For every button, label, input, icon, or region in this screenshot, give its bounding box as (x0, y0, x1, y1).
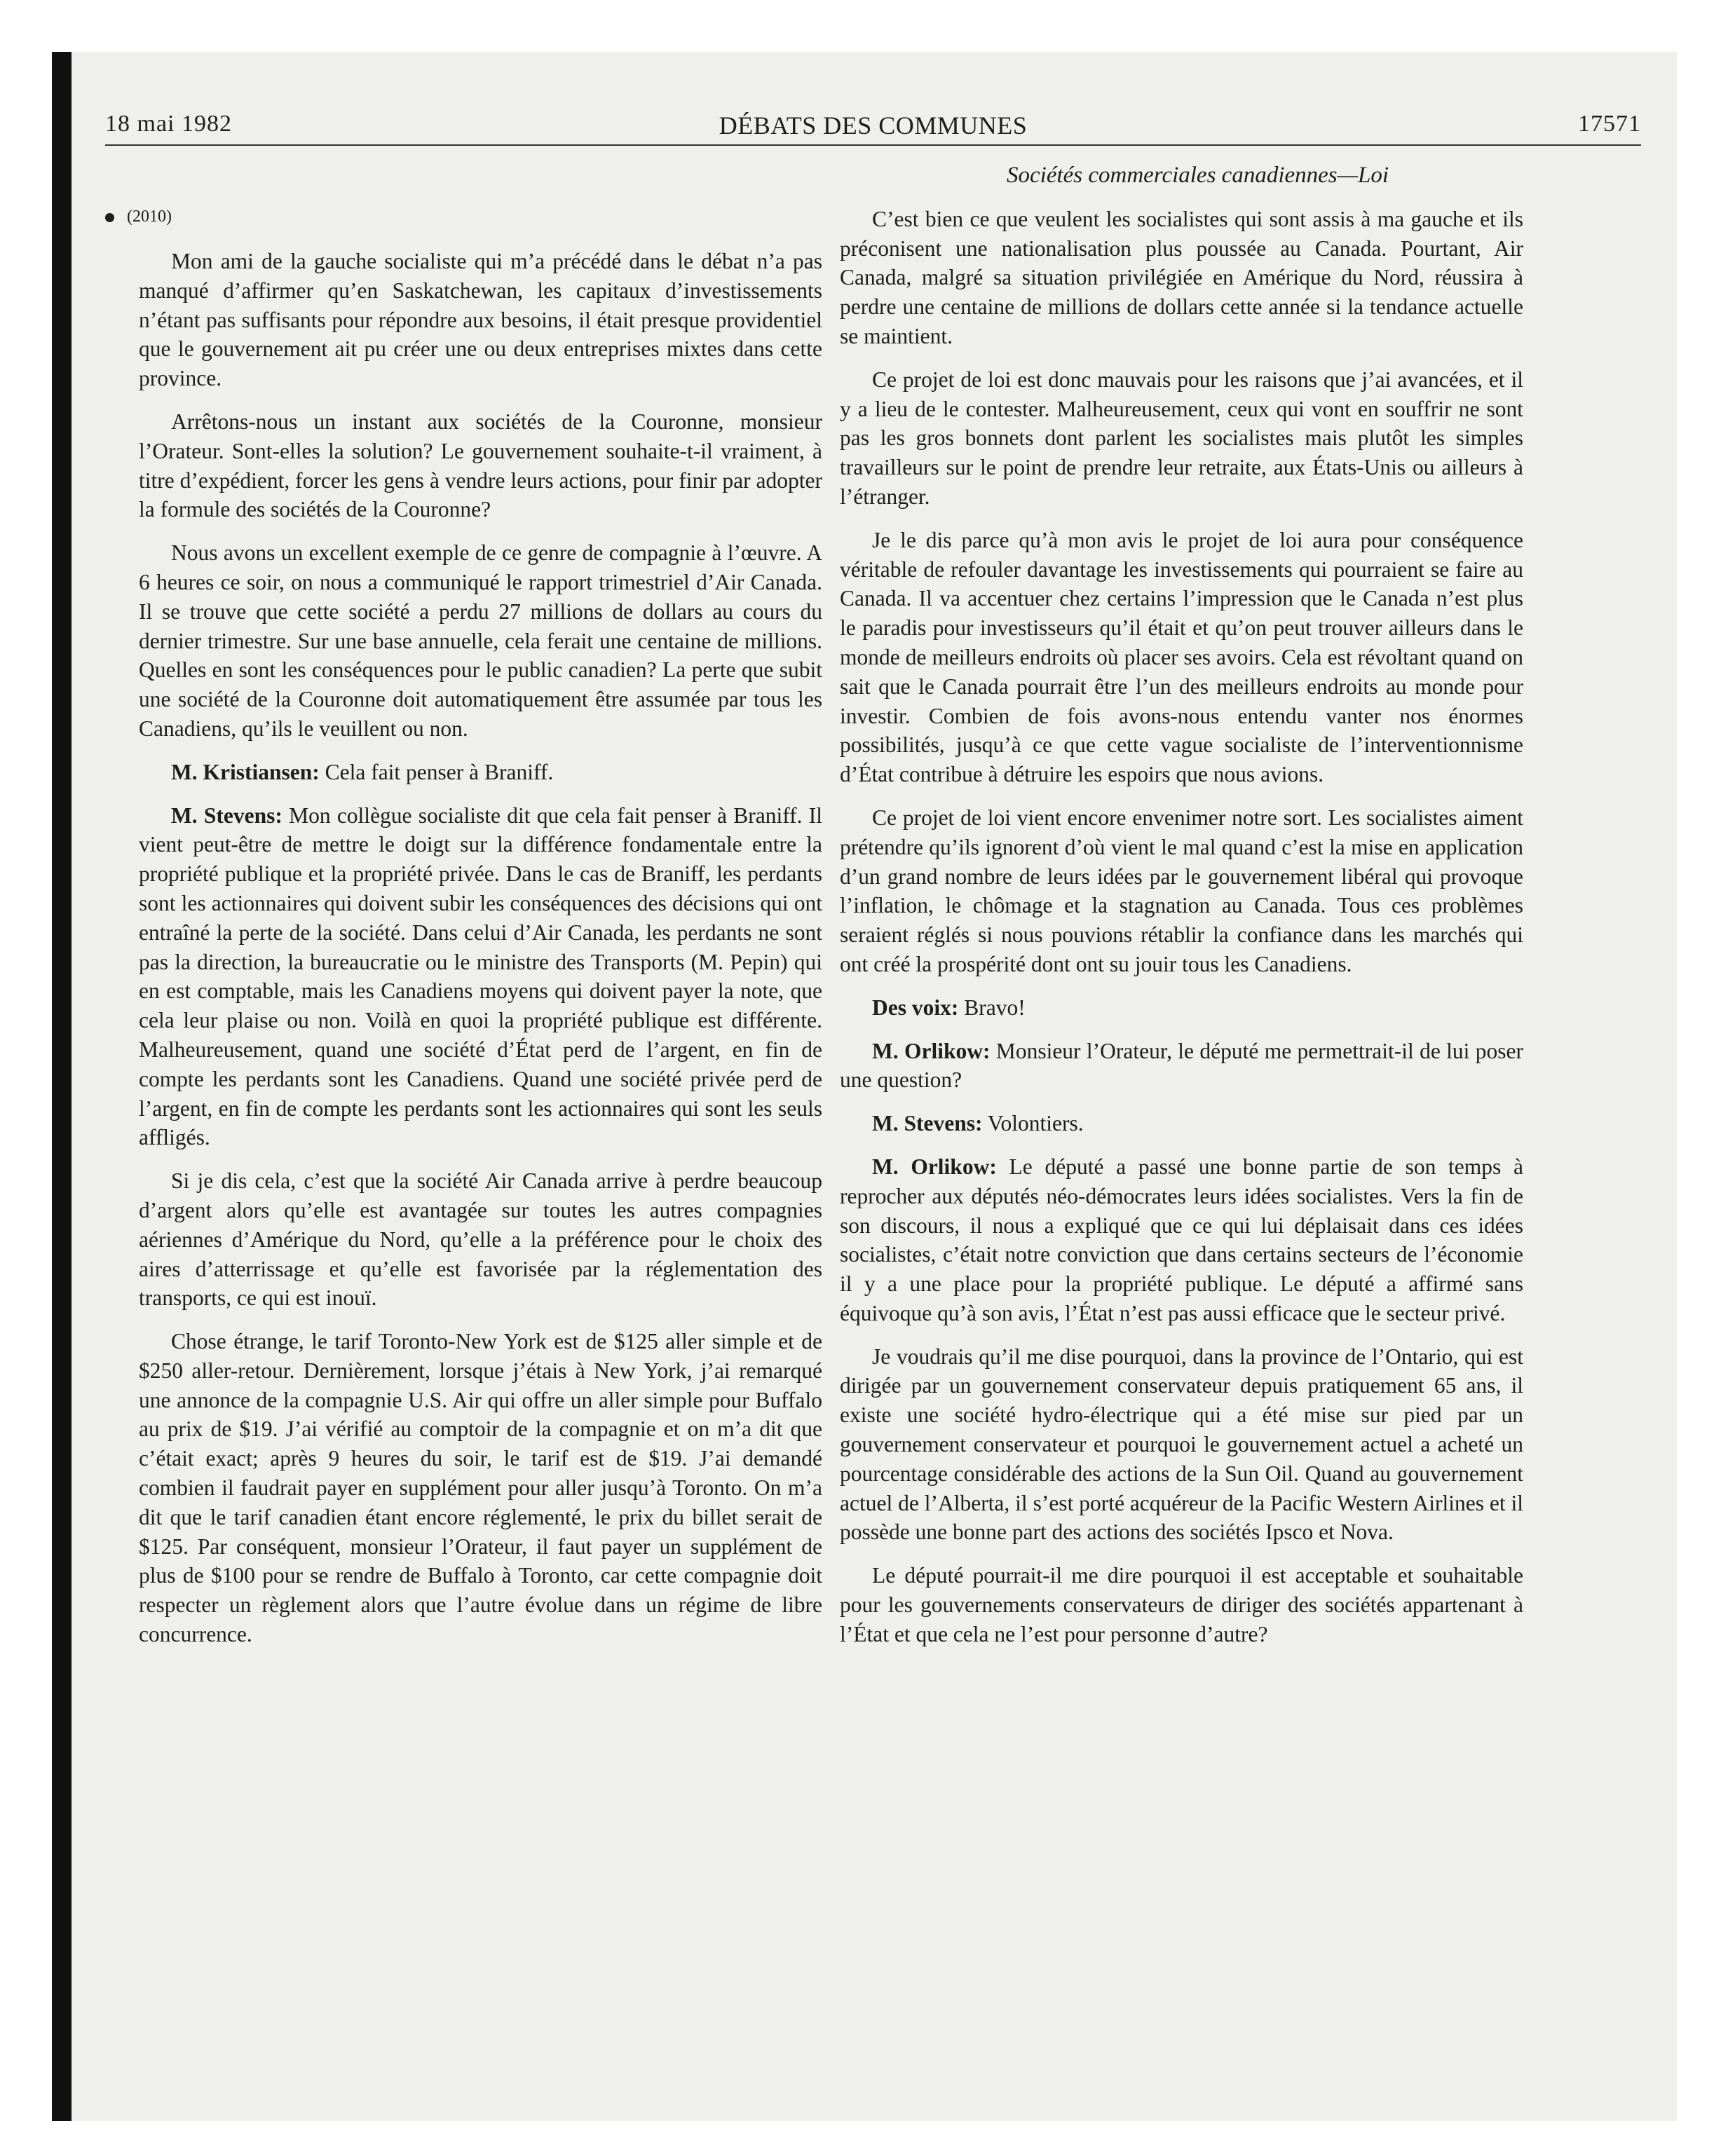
speech-text: Cela fait penser à Braniff. (319, 759, 554, 784)
speaker-name: M. Stevens: (171, 803, 283, 828)
time-marker (105, 207, 172, 226)
speech-paragraph (139, 801, 822, 1153)
speaker-name: M. Kristiansen: (171, 759, 320, 784)
speech-paragraph (840, 1152, 1523, 1328)
speaker-name: Des voix: (872, 995, 959, 1020)
header-title: DÉBATS DES COMMUNES (719, 111, 1028, 139)
left-column (139, 247, 822, 1663)
bullet-icon (105, 213, 114, 222)
speech-text: Mon collègue socialiste dit que cela fait penser à Braniff. Il vient peut-être de mettre le doigt sur la différence fondamentale entre la propriété publique et la propriété privée. Dans le cas de Braniff, les perdants sont les actionnaires qui doivent subir les conséquences des décisions qui ont entraîné la perte de la société. Dans celui d’Air Canada, les perdants ne sont pas la direction, la bureaucratie ou le ministre des Transports (M. Pepin) qui en est comptable, mais les Canadiens moyens qui doivent payer la note, que cela leur plaise ou non. Voilà en quoi la propriété publique est différente. Malheureusement, quand une société d’État perd de l’argent, en fin de compte les perdants sont les Canadiens. Quand une société privée perd de l’argent, en fin de compte les perdants sont les actionnaires qui sont les seuls affligés. (139, 803, 822, 1150)
speaker-name: M. Orlikow: (872, 1038, 991, 1063)
running-head: Sociétés commerciales canadiennes—Loi (1007, 163, 1389, 188)
speech-text: Bravo! (958, 995, 1026, 1020)
speaker-name: M. Orlikow: (872, 1154, 997, 1179)
paragraph: C’est bien ce que veulent les socialistes qui sont assis à ma gauche et ils préconisent une nationalisation plus poussée au Canada. Pourtant, Air Canada, malgré sa situation privilégiée en Amérique du Nord, réussira à perdre une centaine de millions de dollars cette année si la tendance actuelle se maintient. (840, 206, 1523, 348)
speaker-name: M. Stevens: (872, 1111, 983, 1136)
paragraph: Chose étrange, le tarif Toronto-New York est de $125 aller simple et de $250 aller-retour. Dernièrement, lorsque j’étais à New York, j’ai remarqué une annonce de la compagnie U.S. Air qui offre un aller simple pour Buffalo au prix de $19. J’ai vérifié au comptoir de la compagnie et on m’a dit que c’était exact; après 9 heures du soir, le tarif est de $19. J’ai demandé combien il faudrait payer en supplément pour aller jusqu’à Toronto. On m’a dit que le tarif canadien étant encore réglementé, le prix du billet serait de $125. Par conséquent, monsieur l’Orateur, il faut payer un supplément de plus de $100 pour se rendre de Buffalo à Toronto, car cette compagnie doit respecter un règlement alors que l’autre évolue dans un régime de libre concurrence. (139, 1329, 822, 1647)
paragraph: Le député pourrait-il me dire pourquoi il est acceptable et souhaitable pour les gouvernements conservateurs de diriger des sociétés appartenant à l’État et que cela ne l’est pour personne d’autre? (840, 1563, 1523, 1646)
speech-paragraph (840, 993, 1523, 1023)
speech-paragraph (139, 758, 822, 787)
speech-paragraph (840, 1109, 1523, 1138)
page-number: 17571 (1578, 111, 1641, 137)
speech-paragraph (840, 1037, 1523, 1096)
speech-text: Volontiers. (982, 1111, 1084, 1136)
header-rule (105, 144, 1641, 146)
speech-text: Le député a passé une bonne partie de son temps à reprocher aux députés néo-démocrates leurs idées socialistes. Vers la fin de son discours, il nous a expliqué que ce qui lui déplaisait dans ces idées socialistes, c’était notre conviction que dans certains secteurs de l’économie il y a une place pour la propriété publique. Le député a affirmé sans équivoque qu’à son avis, l’État n’est pas aussi efficace que le secteur privé. (840, 1154, 1523, 1325)
binding-edge (52, 52, 72, 2121)
paragraph: Si je dis cela, c’est que la société Air Canada arrive à perdre beaucoup d’argent alors qu’elle est avantagée sur toutes les autres compagnies aériennes d’Amérique du Nord, qu’elle a la préférence pour le choix des aires d’atterrissage et qu’elle est favorisée par la réglementation des transports, ce qui est inouï. (139, 1168, 822, 1311)
paragraph: Mon ami de la gauche socialiste qui m’a précédé dans le débat n’a pas manqué d’affirmer qu’en Saskatchewan, les capitaux d’investissements n’étant pas suffisants pour répondre aux besoins, il était presque providentiel que le gouvernement ait pu créer une ou deux entreprises mixtes dans cette province. (139, 249, 822, 391)
header-date: 18 mai 1982 (105, 111, 232, 137)
paragraph: Nous avons un excellent exemple de ce genre de compagnie à l’œuvre. A 6 heures ce soir, on nous a communiqué le rapport trimestriel d’Air Canada. Il se trouve que cette société a perdu 27 millions de dollars au cours du dernier trimestre. Sur une base annuelle, cela ferait une centaine de millions. Quelles en sont les conséquences pour le public canadien? La perte que subit une société de la Couronne doit automatiquement être assumée par tous les Canadiens, qu’ils le veuillent ou non. (139, 540, 822, 741)
right-column (840, 161, 1523, 1663)
paragraph: Ce projet de loi vient encore envenimer notre sort. Les socialistes aiment prétendre qu’ils ignorent d’où vient le mal quand c’est la mise en application d’un grand nombre de leurs idées par le gouvernement libéral qui provoque l’inflation, le chômage et la stagnation au Canada. Tous ces problèmes seraient réglés si nous pouvions rétablir la confiance dans les marchés qui ont créé la prospérité dont ont su jouir tous les Canadiens. (840, 805, 1523, 976)
paragraph: Je voudrais qu’il me dise pourquoi, dans la province de l’Ontario, qui est dirigée par un gouvernement conservateur depuis pratiquement 65 ans, il existe une société hydro-électrique qui a été mise sur pied par un gouvernement conservateur et pourquoi le gouvernement actuel a acheté un pourcentage considérable des actions de la Sun Oil. Quand au gouvernement actuel de l’Alberta, il s’est porté acquéreur de la Pacific Western Airlines et il possède une bonne part des actions des sociétés Ipsco et Nova. (840, 1344, 1523, 1545)
paragraph: Je le dis parce qu’à mon avis le projet de loi aura pour conséquence véritable de refouler davantage les investissements qui pourraient se faire au Canada. Il va accentuer chez certains l’impression que le Canada n’est plus le paradis pour investisseurs qu’il était et qu’on peut trouver ailleurs dans le monde de meilleurs endroits où placer ses avoirs. Cela est révoltant quand on sait que le Canada pourrait être l’un des meilleurs endroits au monde pour investir. Combien de fois avons-nous entendu vanter nos énormes possibilités, jusqu’à ce que cette vague socialiste de l’interventionnisme d’État contribue à détruire les espoirs que nous avions. (840, 527, 1523, 787)
paragraph: Ce projet de loi est donc mauvais pour les raisons que j’ai avancées, et il y a lieu de le contester. Malheureusement, ceux qui vont en souffrir ne sont pas les gros bonnets dont parlent les socialistes mais plutôt les simples travailleurs sur le point de prendre leur retraite, aux États-Unis ou ailleurs à l’étranger. (840, 367, 1523, 509)
paragraph: Arrêtons-nous un instant aux sociétés de la Couronne, monsieur l’Orateur. Sont-elles la solution? Le gouvernement souhaite-t-il vraiment, à titre d’expédient, forcer les gens à vendre leurs actions, pour finir par adopter la formule des sociétés de la Couronne? (139, 409, 822, 522)
time-marker-text: (2010) (127, 207, 172, 226)
speech-text: Monsieur l’Orateur, le député me permettrait-il de lui poser une question? (840, 1038, 1523, 1093)
page-header (105, 111, 1641, 156)
